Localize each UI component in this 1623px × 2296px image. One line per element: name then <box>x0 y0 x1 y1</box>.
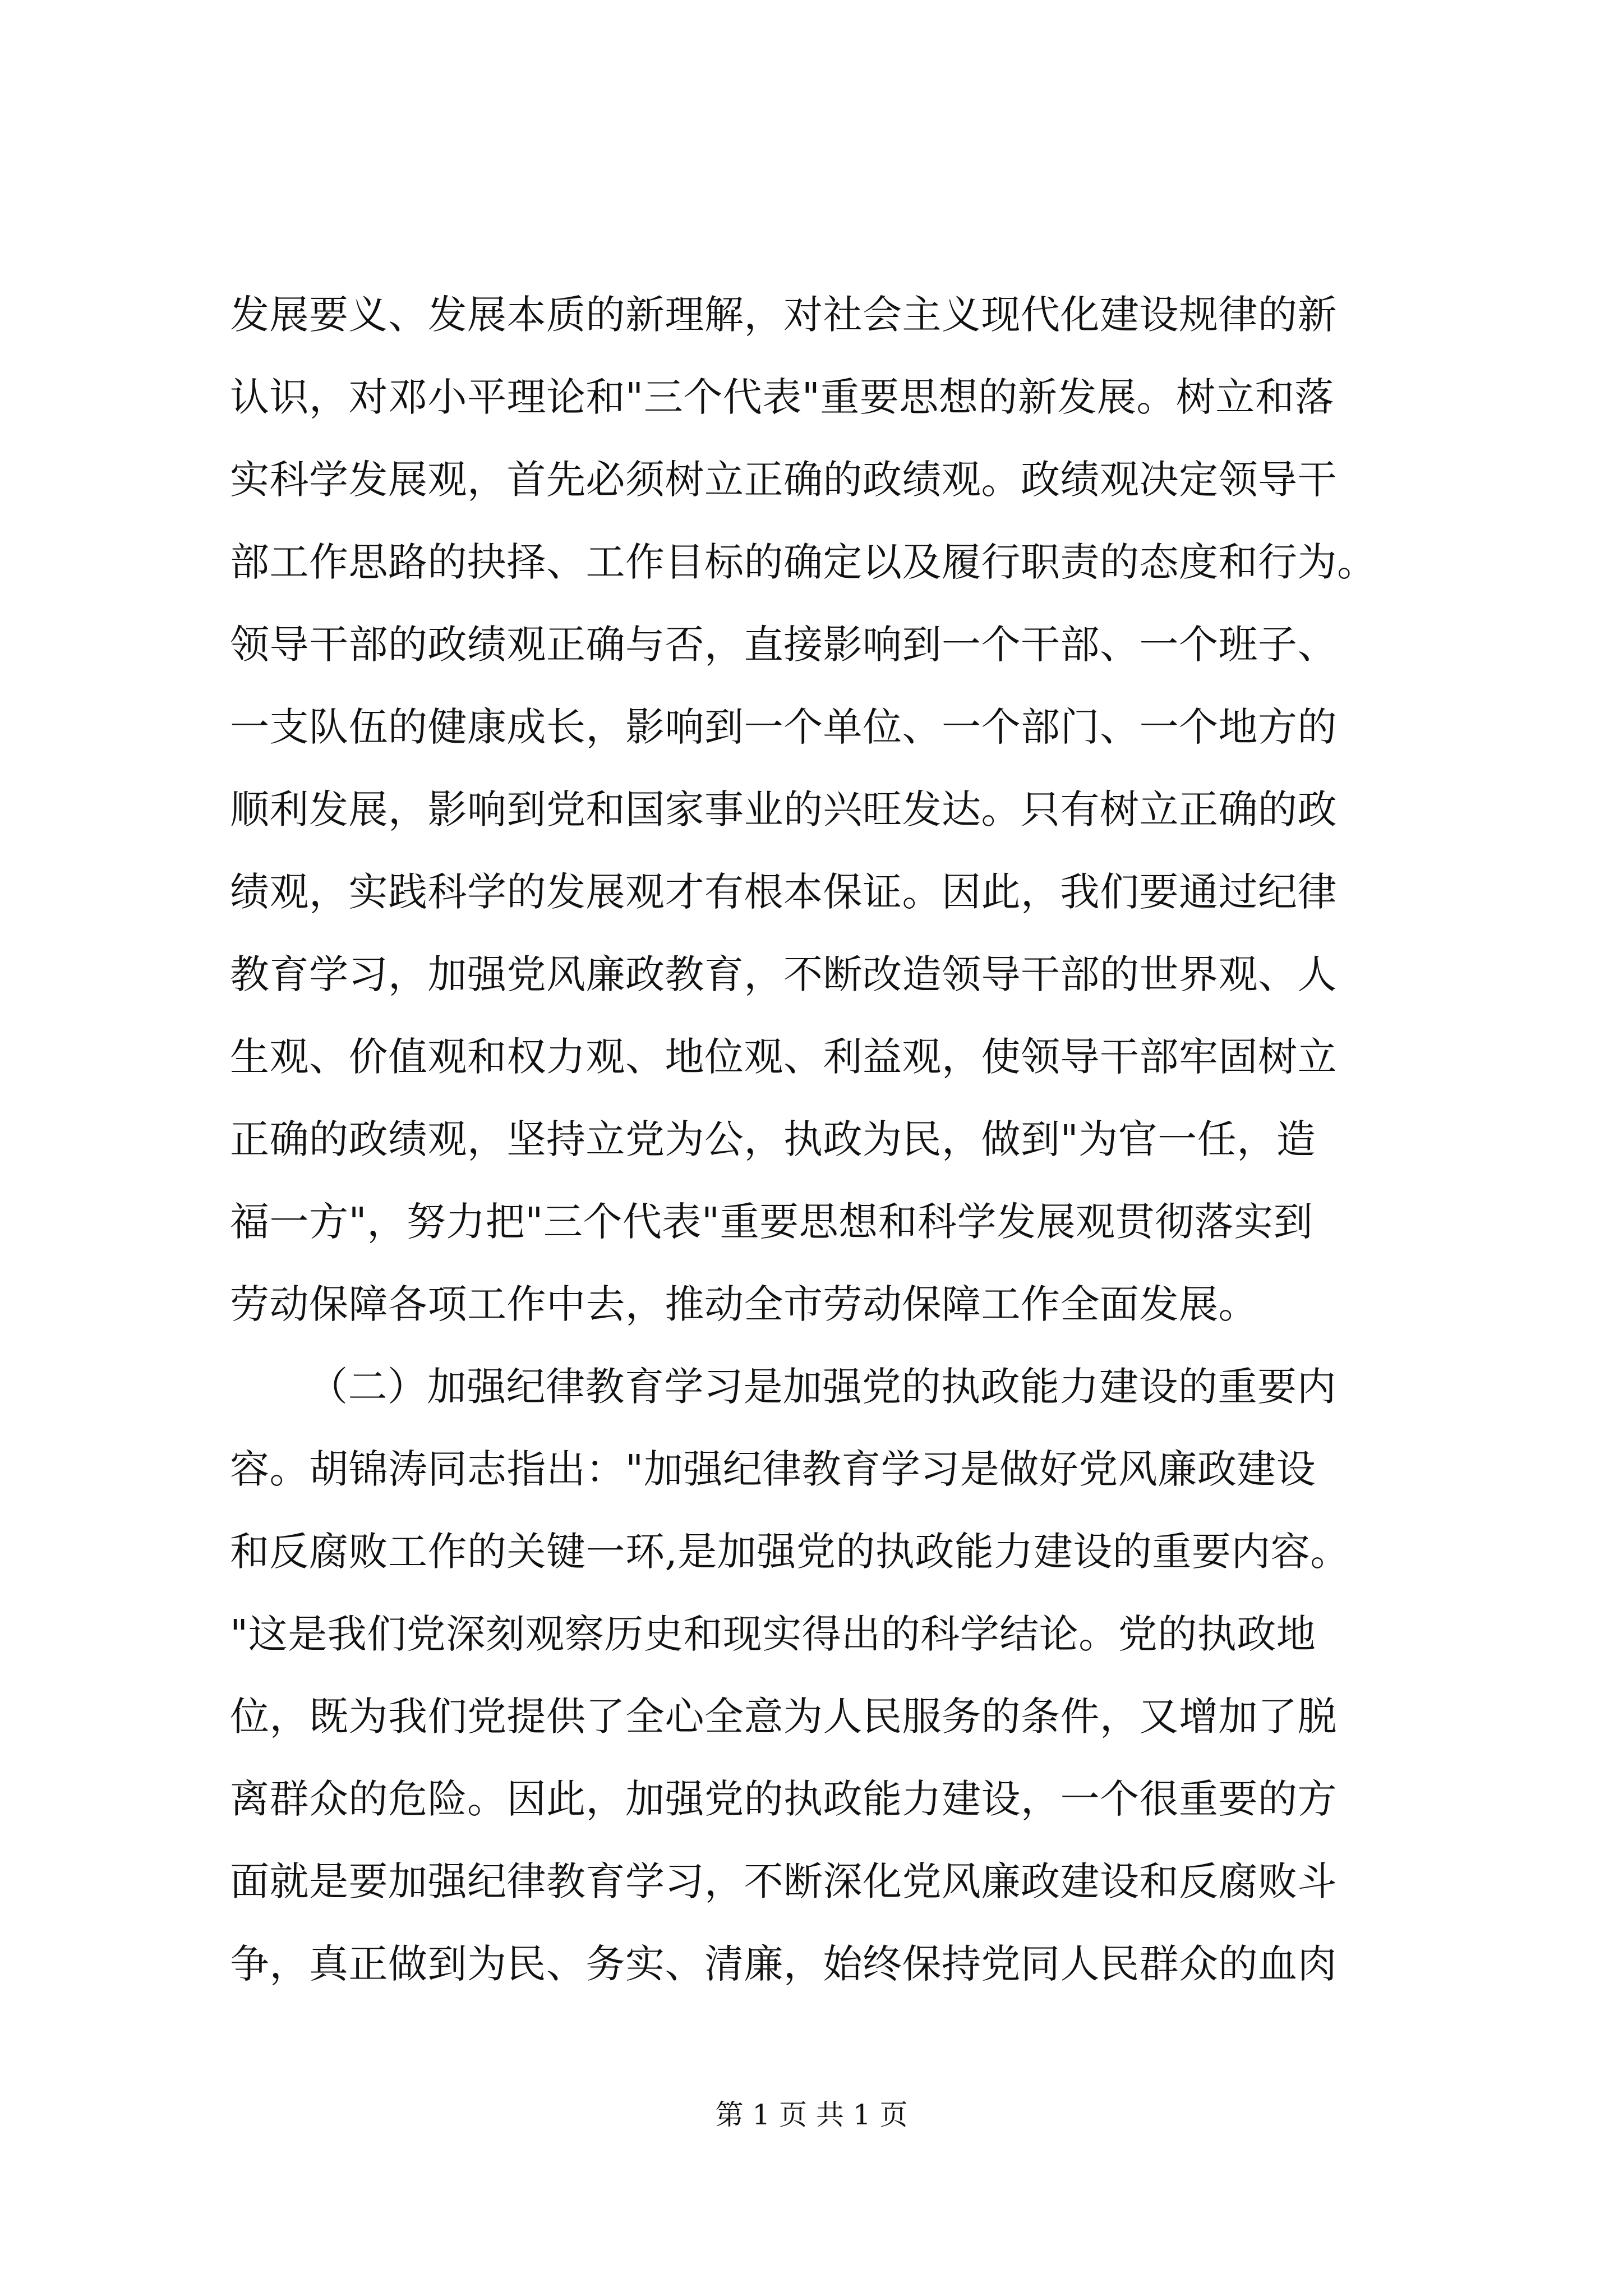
text-line: 福一方"，努力把"三个代表"重要思想和科学发展观贯彻落实到 <box>230 1199 1313 1245</box>
text-line: 面就是要加强纪律教育学习，不断深化党风廉政建设和反腐败斗 <box>230 1858 1337 1904</box>
text-line: 领导干部的政绩观正确与否，直接影响到一个干部、一个班子、 <box>230 622 1337 668</box>
text-line: 位，既为我们党提供了全心全意为人民服务的条件，又增加了脱 <box>230 1694 1337 1740</box>
text-line: 和反腐败工作的关键一环,是加强党的执政能力建设的重要内容。 <box>230 1529 1350 1575</box>
text-line: 教育学习，加强党风廉政教育，不断改造领导干部的世界观、人 <box>230 951 1337 997</box>
text-line: "这是我们党深刻观察历史和现实得出的科学结论。党的执政地 <box>230 1611 1316 1657</box>
text-line: 顺利发展，影响到党和国家事业的兴旺发达。只有树立正确的政 <box>230 786 1337 832</box>
text-line: 争，真正做到为民、务实、清廉，始终保持党同人民群众的血肉 <box>230 1941 1337 1987</box>
text-line: 劳动保障各项工作中去，推动全市劳动保障工作全面发展。 <box>230 1281 1258 1327</box>
text-line: 部工作思路的抉择、工作目标的确定以及履行职责的态度和行为。 <box>230 539 1377 585</box>
document-body <box>230 274 1413 2005</box>
text-line: 绩观，实践科学的发展观才有根本保证。因此，我们要通过纪律 <box>230 869 1337 915</box>
page-number-footer: 第 1 页 共 1 页 <box>715 2099 908 2131</box>
text-line: 发展要义、发展本质的新理解，对社会主义现代化建设规律的新 <box>230 292 1337 338</box>
text-line: 一支队伍的健康成长，影响到一个单位、一个部门、一个地方的 <box>230 704 1337 750</box>
text-line: 容。胡锦涛同志指出："加强纪律教育学习是做好党风廉政建设 <box>230 1446 1316 1492</box>
section-heading-line: （二）加强纪律教育学习是加强党的执政能力建设的重要内 <box>308 1364 1336 1410</box>
text-line: 认识，对邓小平理论和"三个代表"重要思想的新发展。树立和落 <box>230 374 1334 420</box>
text-line: 正确的政绩观，坚持立党为公，执政为民，做到"为官一任，造 <box>230 1116 1316 1162</box>
text-line: 实科学发展观，首先必须树立正确的政绩观。政绩观决定领导干 <box>230 457 1337 503</box>
text-line: 离群众的危险。因此，加强党的执政能力建设，一个很重要的方 <box>230 1776 1337 1822</box>
text-line: 生观、价值观和权力观、地位观、利益观，使领导干部牢固树立 <box>230 1034 1337 1080</box>
